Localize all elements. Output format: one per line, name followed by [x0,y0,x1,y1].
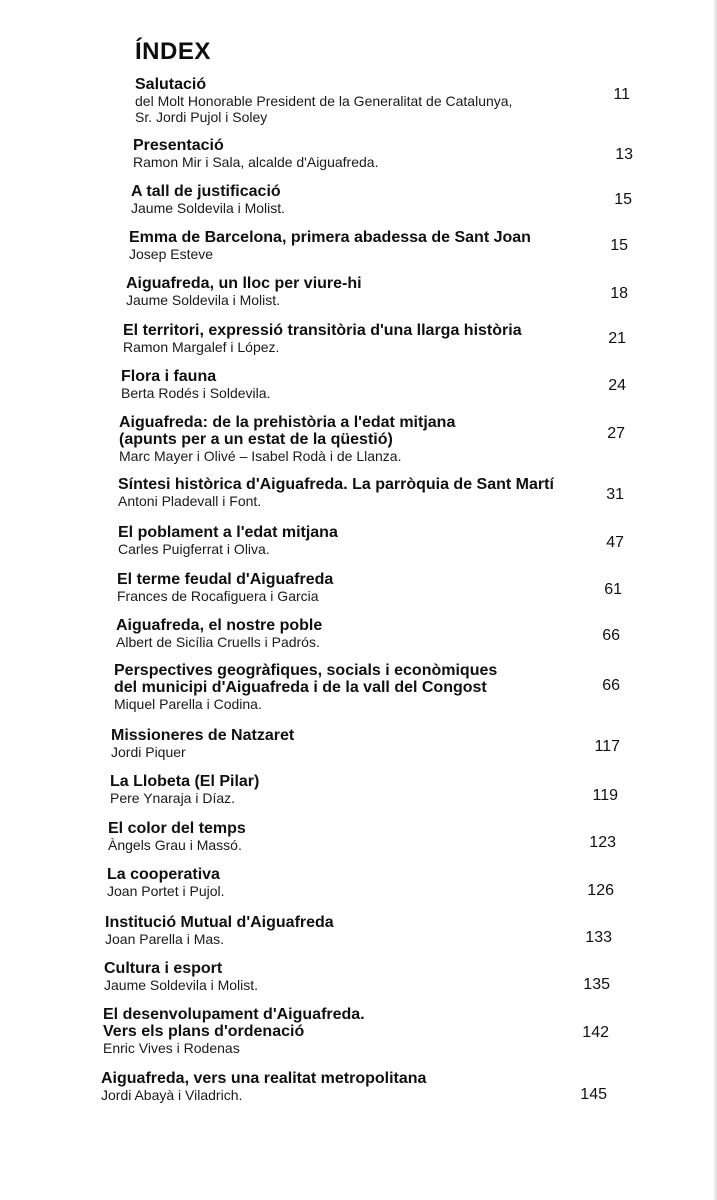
toc-entry [117,571,637,604]
entry-title-continued: del municipi d'Aiguafreda i de la vall del Congost [114,679,487,696]
entry-page-number: 117 [594,738,620,755]
entry-author: Àngels Grau i Massó. [108,837,242,853]
entry-author: Jaume Soldevila i Molist. [126,292,281,308]
entry-page-number: 18 [610,285,628,302]
entry-page-number: 61 [604,581,622,598]
toc-entry [108,820,628,853]
entry-title: Institució Mutual d'Aiguafreda [105,914,334,931]
page-title: ÍNDEX [135,38,211,65]
entry-page-number: 15 [610,237,628,254]
entry-title: Cultura i esport [104,960,223,977]
toc-entry [119,414,639,464]
entry-author: Jordi Piquer [111,744,186,760]
entry-title: El terme feudal d'Aiguafreda [117,571,334,588]
entry-title: Presentació [133,137,224,154]
entry-title: Aiguafreda, un lloc per viure-hi [126,275,362,292]
toc-entry [116,617,636,650]
entry-title: El poblament a l'edat mitjana [118,524,338,541]
toc-entry [129,229,649,262]
entry-author: Joan Parella i Mas. [105,931,225,947]
entry-title: El territori, expressió transitòria d'una llarga història [123,322,522,339]
entry-title: El desenvolupament d'Aiguafreda. [103,1006,365,1023]
entry-title: Aiguafreda, el nostre poble [116,617,323,634]
entry-author: Jordi Abayà i Viladrich. [101,1087,243,1103]
entry-author: Enric Vives i Rodenas [103,1040,240,1056]
entry-title: Flora i fauna [121,368,217,385]
toc-entry [118,476,638,509]
entry-title: La Llobeta (El Pilar) [110,773,260,790]
toc-entry [118,524,638,557]
entry-title: Perspectives geogràfiques, socials i econòmiques [114,662,498,679]
toc-entry [107,866,627,899]
entry-page-number: 123 [589,834,616,851]
entry-author: Josep Esteve [129,246,214,262]
entry-page-number: 135 [583,976,610,993]
entry-author: Frances de Rocafiguera i Garcia [117,588,319,604]
entry-page-number: 145 [580,1086,607,1103]
entry-title: Missioneres de Natzaret [111,727,295,744]
toc-entry [104,960,624,993]
entry-author: Ramon Mir i Sala, alcalde d'Aiguafreda. [133,154,379,170]
entry-title: A tall de justificació [131,183,281,200]
entry-page-number: 21 [608,330,626,347]
entry-page-number: 126 [587,882,614,899]
entry-title: Síntesi històrica d'Aiguafreda. La parròquia de Sant Martí [118,476,554,493]
entry-page-number: 47 [606,534,624,551]
entry-page-number: 31 [606,486,624,503]
toc-entry [110,773,630,806]
entry-author: Pere Ynaraja i Díaz. [110,790,236,806]
entry-title: Salutació [135,76,207,93]
toc-entry [123,322,643,355]
entry-author: Albert de Sicília Cruells i Padrós. [116,634,320,650]
toc-entry [126,275,646,308]
entry-title-continued: Vers els plans d'ordenació [103,1023,305,1040]
entry-page-number: 15 [614,191,632,208]
entry-page-number: 119 [592,787,618,804]
toc-entry [133,137,653,170]
entry-author: Ramon Margalef i López. [123,339,280,355]
toc-entry [105,914,625,947]
entry-author: Antoni Pladevall i Font. [118,493,262,509]
toc-entry [131,183,651,216]
toc-entry [103,1006,623,1056]
entry-author: del Molt Honorable President de la Generalitat de Catalunya, [135,93,513,109]
entry-author: Marc Mayer i Olivé – Isabel Rodà i de Llanza. [119,448,402,464]
entry-page-number: 27 [607,425,625,442]
entry-author: Berta Rodés i Soldevila. [121,385,271,401]
entry-author: Carles Puigferrat i Oliva. [118,541,270,557]
entry-page-number: 66 [602,677,620,694]
entry-page-number: 13 [615,146,633,163]
entry-title-continued: (apunts per a un estat de la qüestió) [119,431,393,448]
entry-author: Jaume Soldevila i Molist. [131,200,286,216]
entry-title: La cooperativa [107,866,220,883]
page-edge [713,0,717,1200]
entry-page-number: 24 [608,377,626,394]
entry-title: Aiguafreda: de la prehistòria a l'edat mitjana [119,414,456,431]
toc-entry [101,1070,621,1103]
entry-author: Sr. Jordi Pujol i Soley [135,109,268,125]
toc-entry [121,368,641,401]
entry-title: Emma de Barcelona, primera abadessa de Sant Joan [129,229,531,246]
entry-page-number: 133 [585,929,612,946]
toc-entry [111,727,631,760]
entry-page-number: 11 [613,86,630,103]
entry-page-number: 142 [582,1024,609,1041]
entry-author: Joan Portet i Pujol. [107,883,225,899]
entry-page-number: 66 [602,627,620,644]
toc-entry [135,76,655,125]
entry-title: El color del temps [108,820,246,837]
entry-author: Miquel Parella i Codina. [114,696,262,712]
entry-author: Jaume Soldevila i Molist. [104,977,259,993]
toc-entry [114,662,634,712]
entry-title: Aiguafreda, vers una realitat metropolitana [101,1070,427,1087]
